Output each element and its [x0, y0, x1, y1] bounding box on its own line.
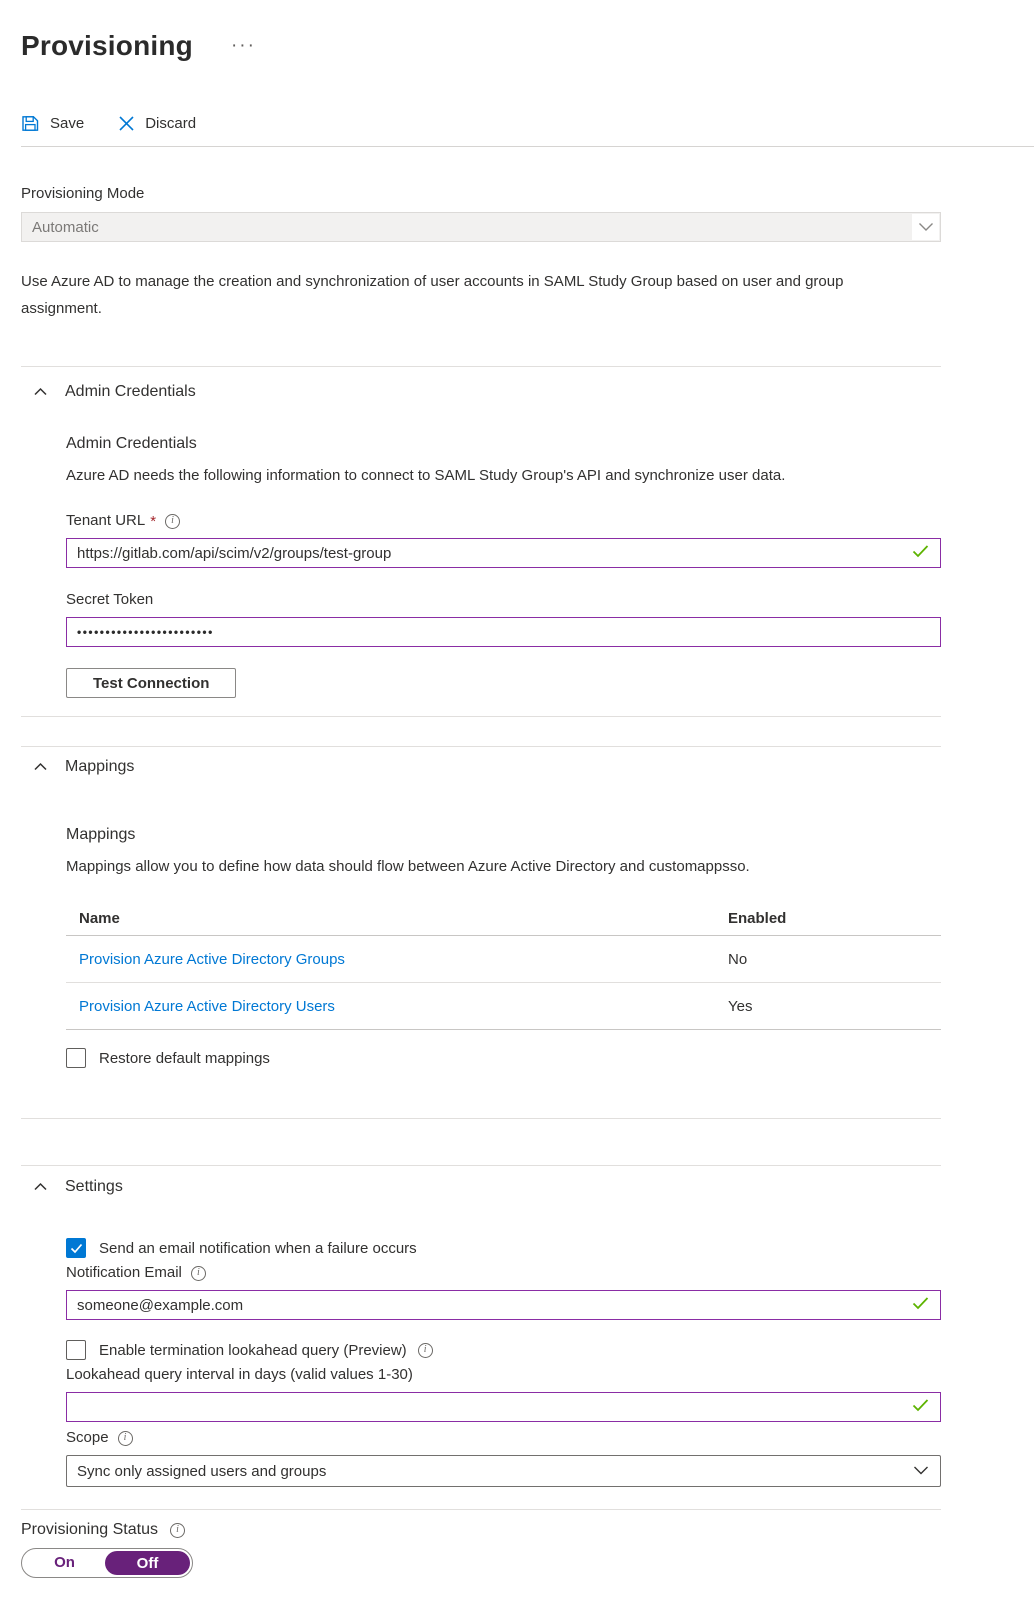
chevron-up-icon	[33, 1181, 48, 1193]
scope-label-row	[66, 1428, 941, 1448]
save-icon	[21, 114, 40, 133]
restore-default-mappings-label: Restore default mappings	[99, 1049, 270, 1067]
chevron-up-icon	[33, 386, 48, 398]
email-notification-label: Send an email notification when a failure occurs	[99, 1239, 417, 1257]
scope-select[interactable]	[66, 1455, 941, 1487]
mapping-enabled-value: Yes	[728, 997, 753, 1015]
chevron-down-icon	[913, 1463, 929, 1480]
section-divider	[21, 366, 941, 367]
provisioning-mode-value: Automatic	[32, 218, 99, 236]
info-icon[interactable]: i	[191, 1266, 206, 1281]
chevron-up-icon	[33, 761, 48, 773]
mappings-section-header[interactable]	[21, 756, 941, 778]
admin-credentials-section-header[interactable]	[21, 381, 941, 403]
settings-section-label: Settings	[65, 1178, 123, 1195]
tenant-url-label: Tenant URL	[66, 512, 146, 529]
lookahead-interval-field	[66, 1392, 941, 1422]
page-header	[21, 28, 941, 64]
lookahead-interval-label: Lookahead query interval in days (valid values 1-30)	[66, 1366, 413, 1383]
section-end-divider	[21, 1118, 941, 1119]
page-title: Provisioning	[21, 30, 193, 61]
secret-token-label: Secret Token	[66, 591, 154, 608]
info-icon[interactable]: i	[418, 1343, 433, 1358]
save-button-label: Save	[50, 114, 85, 132]
section-divider	[21, 1165, 941, 1166]
mappings-table-header	[66, 901, 941, 936]
mappings-section-label: Mappings	[65, 758, 135, 775]
section-divider	[21, 746, 941, 747]
admin-credentials-subheader: Admin Credentials	[66, 435, 197, 452]
provisioning-description: Use Azure AD to manage the creation and synchronization of user accounts in SAML Study Group based on user and group assignment.	[21, 273, 844, 317]
secret-token-label-row	[66, 590, 941, 610]
provisioning-status-toggle[interactable]	[21, 1548, 193, 1578]
tenant-url-input[interactable]	[66, 538, 941, 568]
mapping-link-users[interactable]: Provision Azure Active Directory Users	[79, 997, 335, 1015]
mappings-table	[66, 901, 941, 1030]
provisioning-status-label: Provisioning Status	[21, 1521, 158, 1538]
scope-value: Sync only assigned users and groups	[77, 1462, 327, 1480]
toggle-on-option[interactable]: On	[54, 1554, 75, 1571]
secret-token-field	[66, 617, 941, 647]
scope-label: Scope	[66, 1429, 109, 1446]
more-options-button[interactable]: ···	[230, 35, 256, 56]
mappings-description: Mappings allow you to define how data should flow between Azure Active Directory and customappsso.	[66, 858, 750, 875]
notification-email-label-row	[66, 1263, 941, 1283]
lookahead-checkbox-row	[66, 1340, 941, 1360]
provisioning-mode-label: Provisioning Mode	[21, 185, 145, 202]
lookahead-interval-input[interactable]	[66, 1392, 941, 1422]
table-row	[66, 936, 941, 983]
lookahead-checkbox-label: Enable termination lookahead query (Preview)	[99, 1341, 407, 1359]
info-icon[interactable]: i	[165, 514, 180, 529]
mapping-enabled-value: No	[728, 950, 748, 968]
restore-default-mappings-checkbox[interactable]	[66, 1048, 86, 1068]
valid-check-icon	[912, 1297, 929, 1314]
discard-button-label: Discard	[145, 114, 197, 132]
notification-email-input[interactable]	[66, 1290, 941, 1320]
admin-credentials-section-label: Admin Credentials	[65, 383, 196, 400]
mapping-link-groups[interactable]: Provision Azure Active Directory Groups	[79, 950, 345, 968]
test-connection-button[interactable]: Test Connection	[66, 668, 236, 698]
tenant-url-label-row	[66, 511, 941, 531]
section-end-divider	[21, 716, 941, 717]
settings-section-header[interactable]	[21, 1176, 941, 1198]
command-bar	[21, 109, 941, 137]
admin-credentials-description: Azure AD needs the following information to connect to SAML Study Group's API and synchronize user data.	[66, 467, 786, 484]
column-header-name: Name	[79, 909, 120, 927]
discard-x-icon	[118, 115, 135, 132]
info-icon[interactable]: i	[118, 1431, 133, 1446]
lookahead-interval-label-row	[66, 1365, 941, 1385]
save-button[interactable]	[21, 114, 84, 133]
toolbar-divider	[21, 146, 1034, 147]
valid-check-icon	[912, 545, 929, 562]
mappings-subheader: Mappings	[66, 826, 136, 843]
notification-email-label: Notification Email	[66, 1264, 182, 1281]
email-notification-row	[66, 1238, 941, 1258]
email-notification-checkbox[interactable]	[66, 1238, 86, 1258]
provisioning-mode-select[interactable]	[21, 212, 941, 242]
tenant-url-field	[66, 538, 941, 568]
chevron-down-icon	[912, 214, 939, 240]
column-header-enabled: Enabled	[728, 909, 787, 927]
info-icon[interactable]: i	[170, 1523, 185, 1538]
notification-email-field	[66, 1290, 941, 1320]
lookahead-checkbox[interactable]	[66, 1340, 86, 1360]
discard-button[interactable]	[118, 115, 196, 132]
section-end-divider	[21, 1509, 941, 1510]
table-row	[66, 983, 941, 1030]
valid-check-icon	[912, 1399, 929, 1416]
provisioning-status-label-row	[21, 1519, 941, 1541]
restore-default-mappings-row	[66, 1048, 941, 1068]
secret-token-input[interactable]	[66, 617, 941, 647]
required-asterisk: *	[150, 512, 157, 530]
toggle-off-option[interactable]: Off	[105, 1551, 190, 1575]
